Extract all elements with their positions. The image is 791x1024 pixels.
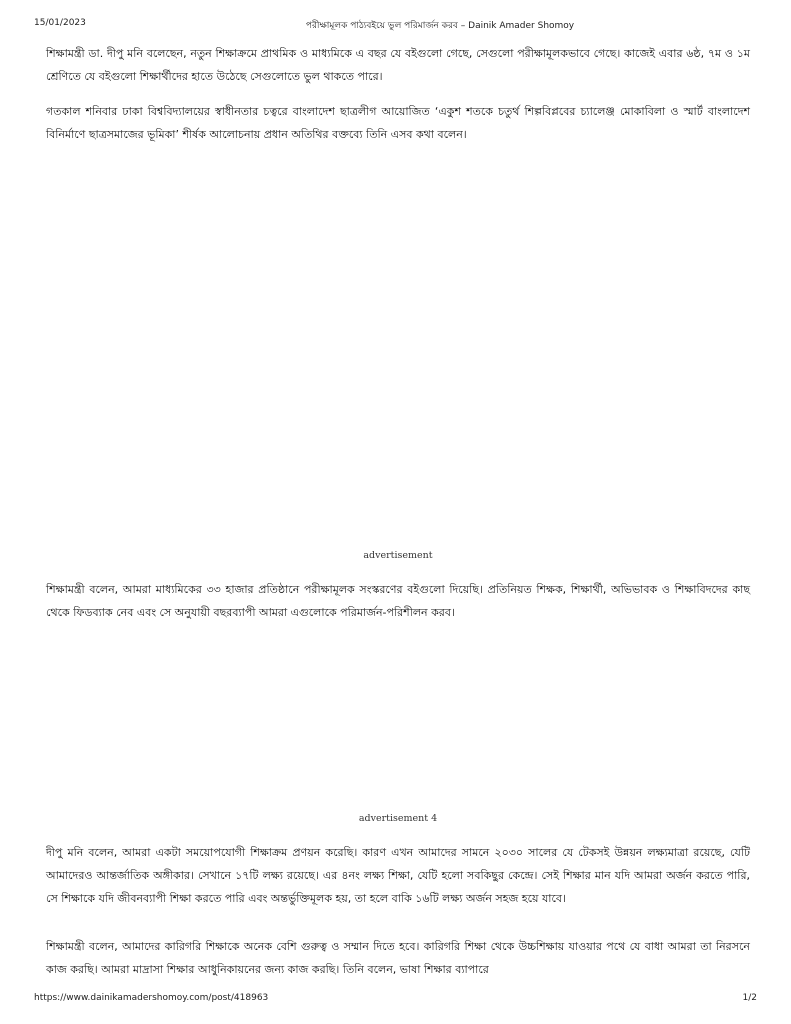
page-title: পরীক্ষামূলক পাঠ্যবইয়ে ভুল পরিমার্জন করব – Dainik Amader Shomoy <box>305 21 575 31</box>
page-number: 1/2 <box>742 993 757 1003</box>
article-paragraph-5: শিক্ষামন্ত্রী বলেন, আমাদের কারিগরি শিক্ষাকে অনেক বেশি গুরুত্ব ও সম্মান দিতে হবে। কারিগরি শিক্ষা থেকে উচ্চশিক্ষায় যাওয়ার পথে যে বাধা আমরা তা নিরসনে কাজ করছি। আমরা মাদ্রাসা শিক্ষার আধুনিকায়নের জন্য কাজ করছি। তিনি বলেন, ভাষা শিক্ষার ব্যাপারে <box>46 940 750 976</box>
print-date: 15/01/2023 <box>34 18 86 28</box>
article-paragraph-3: শিক্ষামন্ত্রী বলেন, আমরা মাধ্যমিকের ৩৩ হাজার প্রতিষ্ঠানে পরীক্ষামূলক সংস্করণের বইগুলো দিয়েছি। প্রতিনিয়ত শিক্ষক, শিক্ষার্থী, অভিভাবক ও শিক্ষাবিদদের কাছ থেকে ফিডব্যাক নেব এবং সে অনুযায়ী বছরব্যাপী আমরা এগুলোকে পরিমার্জন-পরিশীলন করব। <box>46 583 750 619</box>
article-paragraph-4: দীপু মনি বলেন, আমরা একটা সময়োপযোগী শিক্ষাক্রম প্রণয়ন করেছি। কারণ এখন আমাদের সামনে ২০৩০ সালের যে টেকসই উন্নয়ন লক্ষ্যমাত্রা রয়েছে, যেটি আমাদেরও আন্তর্জাতিক অঙ্গীকার। সেখানে ১৭টি লক্ষ্য রয়েছে। এর ৪নং লক্ষ্য শিক্ষা, যেটি হলো সবকিছুর কেন্দ্রে। সেই শিক্ষার মান যদি আমরা অর্জন করতে পারি, সে শিক্ষাকে যদি জীবনব্যাপী শিক্ষা করতে পারি এবং অন্তর্ভুক্তিমূলক হয়, তা হলে বাকি ১৬টি লক্ষ্য অর্জন সহজ হয়ে যাবে। <box>46 846 750 905</box>
advertisement-label-4: advertisement 4 <box>358 813 438 824</box>
article-paragraph-2: গতকাল শনিবার ঢাকা বিশ্ববিদ্যালয়ের স্বাধীনতার চত্বরে বাংলাদেশ ছাত্রলীগ আয়োজিত ‘একুশ শতকে চতুর্থ শিল্পবিপ্লবের চ্যালেঞ্জ মোকাবিলা ও স্মার্ট বাংলাদেশ বিনির্মাণে ছাত্রসমাজের ভূমিকা’ শীর্ষক আলোচনায় প্রধান অতিথির বক্তব্যে তিনি এসব কথা বলেন। <box>46 105 750 141</box>
article-paragraph-1: শিক্ষামন্ত্রী ডা. দীপু মনি বলেছেন, নতুন শিক্ষাক্রমে প্রাথমিক ও মাধ্যমিকে এ বছর যে বইগুলো গেছে, সেগুলো পরীক্ষামূলকভাবে গেছে। কাজেই এবার ৬ষ্ঠ, ৭ম ও ১ম শ্রেণিতে যে বইগুলো শিক্ষার্থীদের হাতে উঠেছে সেগুলোতে ভুল থাকতে পারে। <box>46 47 750 83</box>
footer-url[interactable]: https://www.dainikamadershomoy.com/post/418963 <box>34 993 269 1003</box>
advertisement-label: advertisement <box>363 550 433 561</box>
